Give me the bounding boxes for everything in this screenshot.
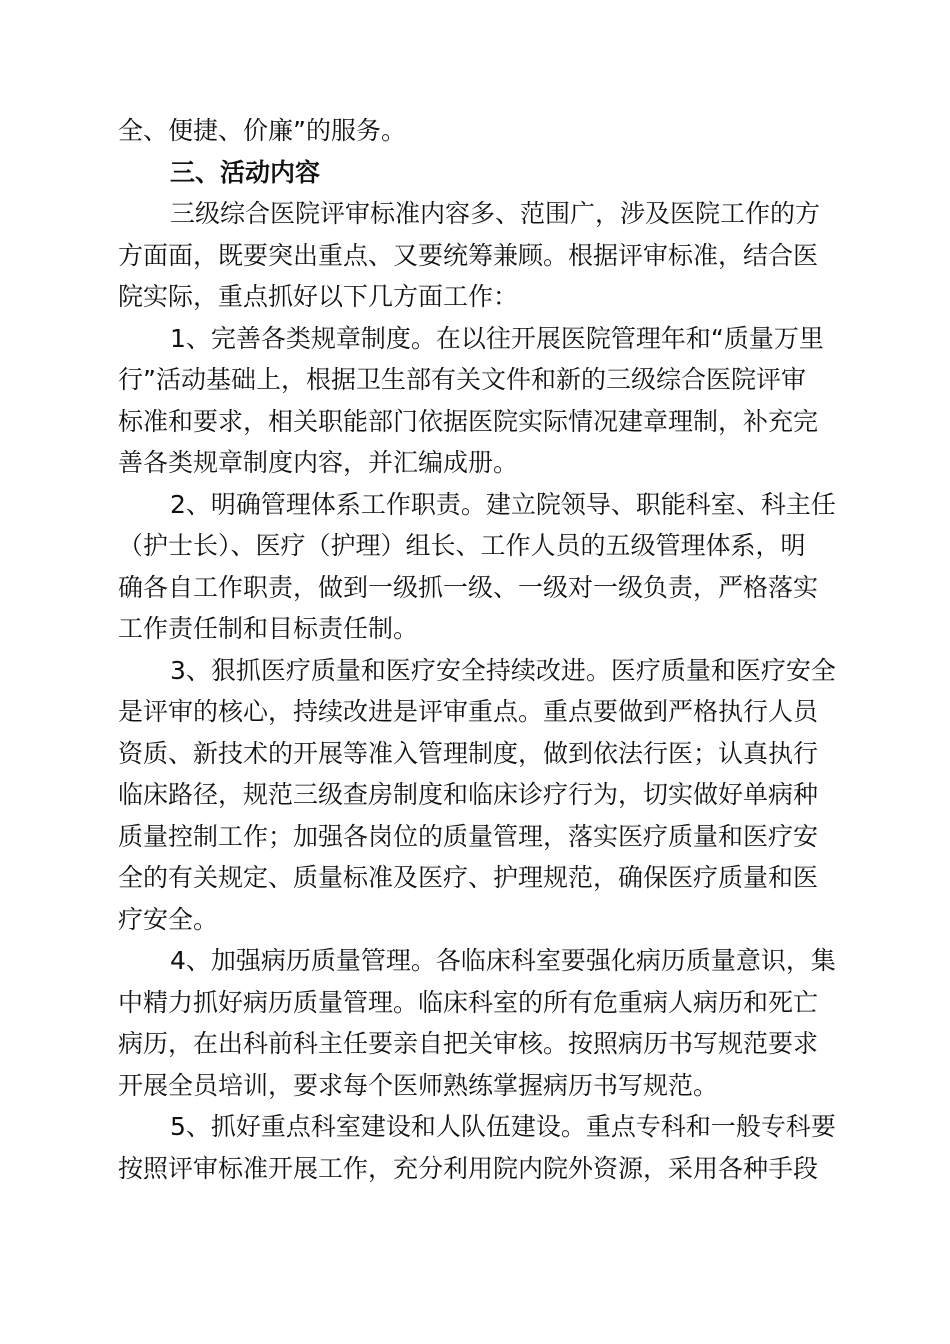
- text-line: 2、明确管理体系工作职责。建立院领导、职能科室、科主任: [170, 489, 836, 519]
- text-line: 疗安全。: [118, 904, 219, 934]
- text-line: 4、加强病历质量管理。各临床科室要强化病历质量意识，集: [170, 946, 836, 975]
- text-line: 质量控制工作；加强各岗位的质量管理，落实医疗质量和医疗安: [118, 821, 819, 851]
- text-line: 院实际，重点抓好以下几方面工作：: [118, 282, 519, 311]
- text-line: 三级综合医院评审标准内容多、范围广，涉及医院工作的方: [170, 199, 821, 228]
- text-line: 资质、新技术的开展等准入管理制度，做到依法行医；认真执行: [118, 738, 819, 768]
- text-line: 5、抓好重点科室建设和人队伍建设。重点专科和一般专科要: [170, 1112, 836, 1141]
- text-line: （护士长）、医疗（护理）组长、工作人员的五级管理体系，明: [118, 531, 806, 560]
- text-line: 开展全员培训，要求每个医师熟练掌握病历书写规范。: [118, 1070, 719, 1100]
- text-line: 临床路径，规范三级查房制度和临床诊疗行为，切实做好单病种: [118, 780, 819, 809]
- text-line: 全的有关规定、质量标准及医疗、护理规范，确保医疗质量和医: [118, 863, 819, 892]
- text-line: 善各类规章制度内容，并汇编成册。: [118, 448, 519, 477]
- text-line: 按照评审标准开展工作，充分利用院内院外资源，采用各种手段: [118, 1153, 819, 1183]
- text-line: 行”活动基础上，根据卫生部有关文件和新的三级综合医院评审: [118, 365, 806, 394]
- text-line: 3、狠抓医疗质量和医疗安全持续改进。医疗质量和医疗安全: [170, 655, 836, 685]
- text-line: 确各自工作职责，做到一级抓一级、一级对一级负责，严格落实: [118, 572, 819, 602]
- text-line: 工作责任制和目标责任制。: [118, 614, 419, 643]
- text-line: 中精力抓好病历质量管理。临床科室的所有危重病人病历和死亡: [118, 987, 819, 1017]
- text-line: 是评审的核心，持续改进是评审重点。重点要做到严格执行人员: [118, 697, 819, 726]
- section-heading: 三、活动内容: [170, 157, 321, 187]
- text-line: 全、便捷、价廉”的服务。: [118, 116, 406, 145]
- text-line: 方面面，既要突出重点、又要统筹兼顾。根据评审标准，结合医: [118, 240, 819, 270]
- text-line: 病历，在出科前科主任要亲自把关审核。按照病历书写规范要求: [118, 1029, 819, 1058]
- text-line: 1、完善各类规章制度。在以往开展医院管理年和“质量万里: [170, 323, 824, 353]
- text-line: 标准和要求，相关职能部门依据医院实际情况建章理制，补充完: [118, 406, 819, 436]
- document-body: [118, 110, 843, 1189]
